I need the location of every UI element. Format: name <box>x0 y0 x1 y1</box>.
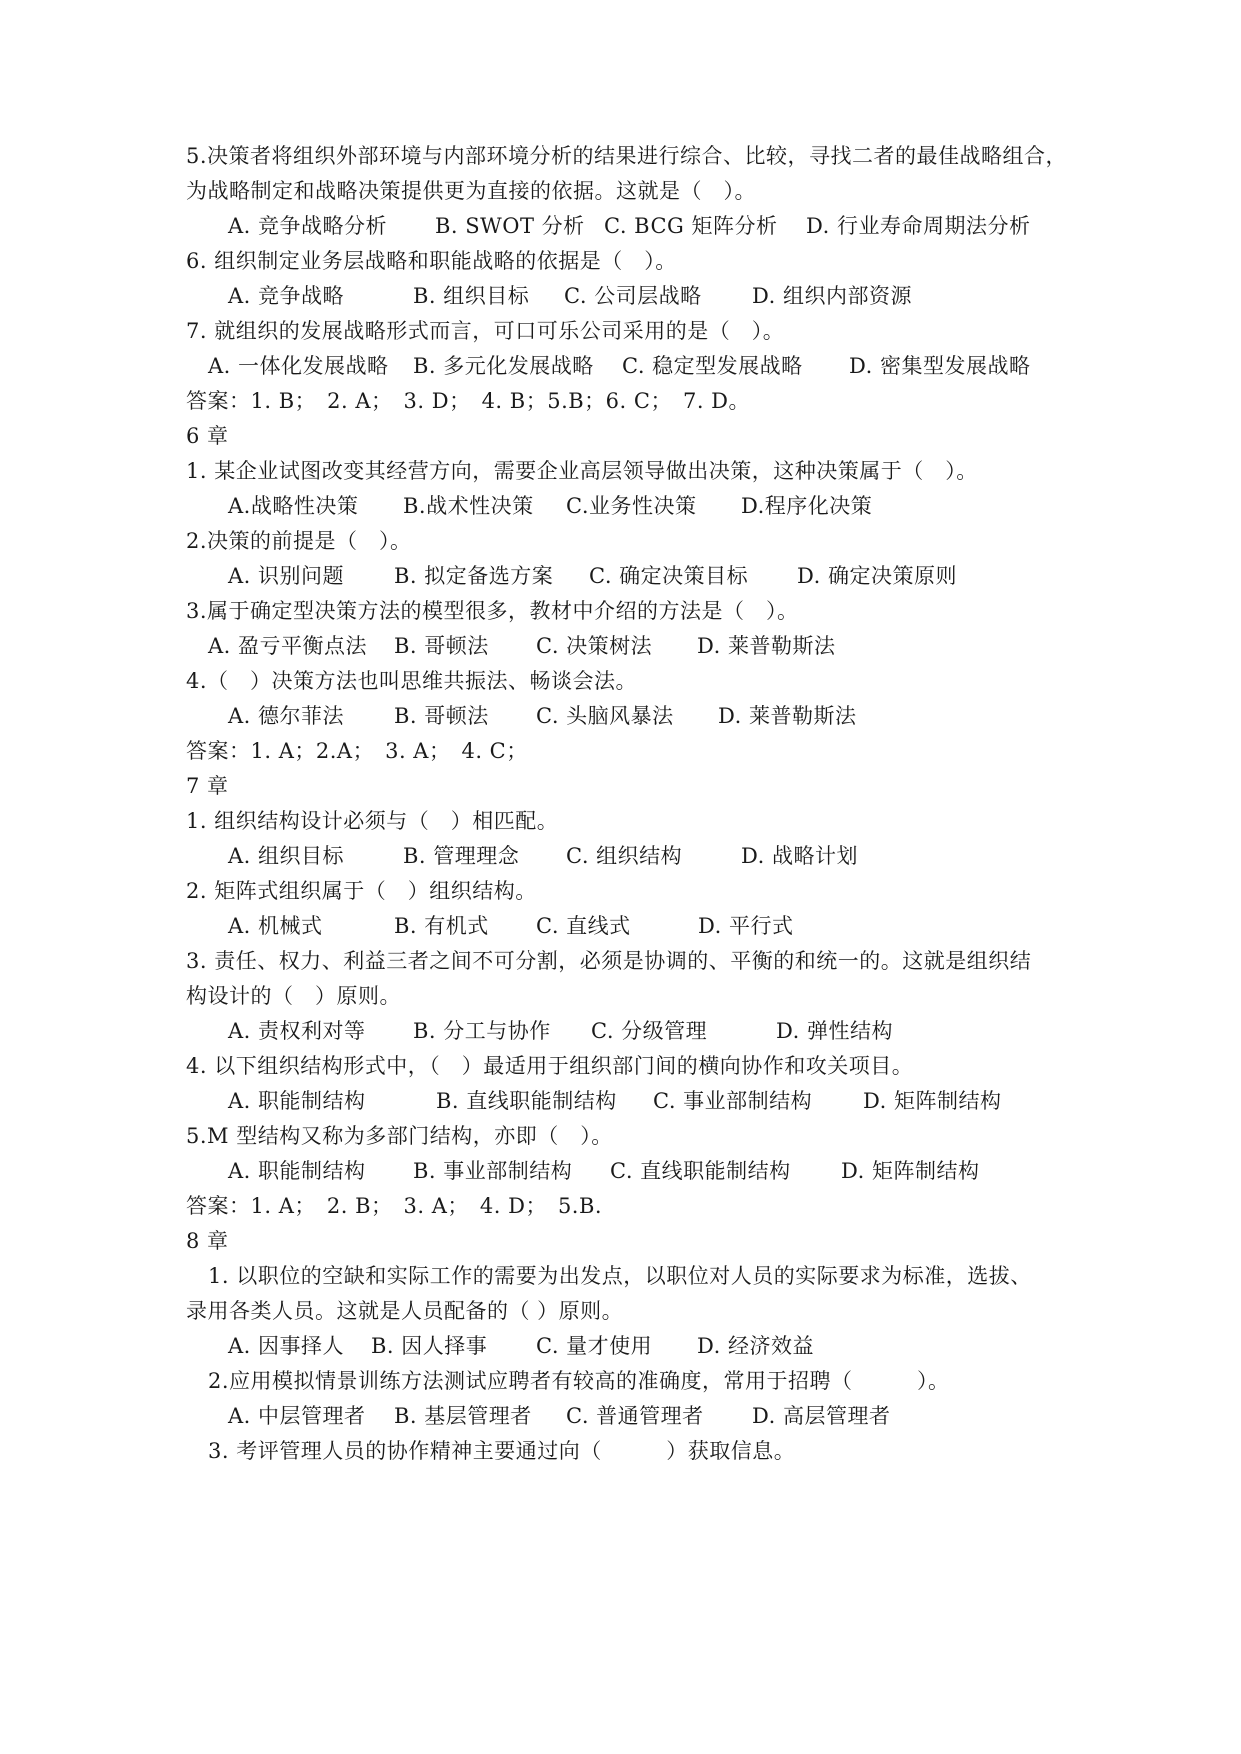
answer-key: 答案：1. B； 2. A； 3. D； 4. B；5.B；6. C； 7. D。 <box>186 389 751 413</box>
option-b: B. 组织目标 <box>413 284 530 308</box>
answer-key: 答案：1. A；2.A； 3. A； 4. C； <box>186 739 528 763</box>
option-a: A.战略性决策 <box>228 494 359 518</box>
option-b: B. 分工与协作 <box>413 1019 551 1043</box>
option-c: C. 确定决策目标 <box>589 564 749 588</box>
question-1-line-1: 1. 以职位的空缺和实际工作的需要为出发点，以职位对人员的实际要求为标准，选拔、 <box>208 1264 1032 1288</box>
option-b: B. 多元化发展战略 <box>413 354 594 378</box>
option-a: A. 竞争战略分析 <box>228 214 388 238</box>
option-b: B. 哥顿法 <box>394 634 489 658</box>
option-d: D. 平行式 <box>698 914 794 938</box>
question-6: 6. 组织制定业务层战略和职能战略的依据是（ ）。 <box>186 249 677 273</box>
option-a: A. 中层管理者 <box>228 1404 366 1428</box>
option-b: B. 拟定备选方案 <box>394 564 554 588</box>
option-d: D. 矩阵制结构 <box>841 1159 980 1183</box>
option-c: C. 分级管理 <box>591 1019 708 1043</box>
option-a: A. 机械式 <box>228 914 323 938</box>
option-d: D. 行业寿命周期法分析 <box>806 214 1031 238</box>
option-a: A. 一体化发展战略 <box>208 354 389 378</box>
option-a: A. 德尔菲法 <box>228 704 345 728</box>
question-3: 3. 考评管理人员的协作精神主要通过向（ ）获取信息。 <box>208 1439 796 1463</box>
chapter-heading: 7 章 <box>186 774 229 798</box>
option-c: C. 决策树法 <box>536 634 653 658</box>
option-c: C. BCG 矩阵分析 <box>604 214 778 238</box>
option-d: D. 密集型发展战略 <box>849 354 1031 378</box>
option-a: A. 识别问题 <box>228 564 345 588</box>
option-d: D. 矩阵制结构 <box>863 1089 1002 1113</box>
option-c: C. 事业部制结构 <box>653 1089 813 1113</box>
option-c: C. 稳定型发展战略 <box>622 354 803 378</box>
option-b: B. 基层管理者 <box>394 1404 532 1428</box>
option-d: D. 莱普勒斯法 <box>697 634 836 658</box>
option-a: A. 组织目标 <box>228 844 345 868</box>
option-c: C. 头脑风暴法 <box>536 704 674 728</box>
question-7: 7. 就组织的发展战略形式而言，可口可乐公司采用的是（ ）。 <box>186 319 785 343</box>
question-1-line-2: 录用各类人员。这就是人员配备的（ ）原则。 <box>186 1299 624 1323</box>
option-c: C. 直线式 <box>536 914 631 938</box>
option-b: B. 有机式 <box>394 914 489 938</box>
question-2: 2. 矩阵式组织属于（ ）组织结构。 <box>186 879 537 903</box>
option-b: B. 哥顿法 <box>394 704 489 728</box>
chapter-heading: 8 章 <box>186 1229 229 1253</box>
question-3-line-1: 3. 责任、权力、利益三者之间不可分割，必须是协调的、平衡的和统一的。这就是组织结 <box>186 949 1032 973</box>
question-5-line-2: 为战略制定和战略决策提供更为直接的依据。这就是（ ）。 <box>186 179 756 203</box>
question-5: 5.M 型结构又称为多部门结构，亦即（ ）。 <box>186 1124 613 1148</box>
question-5-line-1: 5.决策者将组织外部环境与内部环境分析的结果进行综合、比较，寻找二者的最佳战略组合， <box>186 144 1068 168</box>
option-b: B. 因人择事 <box>371 1334 488 1358</box>
option-b: B. 事业部制结构 <box>413 1159 573 1183</box>
question-2: 2.决策的前提是（ ）。 <box>186 529 412 553</box>
option-d: D. 弹性结构 <box>776 1019 893 1043</box>
question-4: 4. 以下组织结构形式中，（ ）最适用于组织部门间的横向协作和攻关项目。 <box>186 1054 914 1078</box>
option-d: D. 莱普勒斯法 <box>718 704 857 728</box>
option-a: A. 职能制结构 <box>228 1089 366 1113</box>
question-1: 1. 某企业试图改变其经营方向，需要企业高层领导做出决策，这种决策属于（ ）。 <box>186 459 978 483</box>
question-3: 3.属于确定型决策方法的模型很多，教材中介绍的方法是（ ）。 <box>186 599 799 623</box>
option-b: B. SWOT 分析 <box>435 214 585 238</box>
chapter-heading: 6 章 <box>186 424 229 448</box>
question-4: 4.（ ）决策方法也叫思维共振法、畅谈会法。 <box>186 669 638 693</box>
option-d: D. 确定决策原则 <box>797 564 957 588</box>
option-d: D. 经济效益 <box>697 1334 814 1358</box>
option-c: C. 直线职能制结构 <box>610 1159 791 1183</box>
option-c: C. 量才使用 <box>536 1334 653 1358</box>
question-3-line-2: 构设计的（ ）原则。 <box>186 984 401 1008</box>
option-c: C. 普通管理者 <box>566 1404 704 1428</box>
option-c: C. 组织结构 <box>566 844 683 868</box>
option-d: D. 战略计划 <box>741 844 858 868</box>
option-d: D. 高层管理者 <box>752 1404 891 1428</box>
question-1: 1. 组织结构设计必须与（ ）相匹配。 <box>186 809 559 833</box>
option-b: B.战术性决策 <box>403 494 534 518</box>
option-d: D.程序化决策 <box>741 494 873 518</box>
option-a: A. 因事择人 <box>228 1334 345 1358</box>
option-a: A. 职能制结构 <box>228 1159 366 1183</box>
option-c: C. 公司层战略 <box>564 284 702 308</box>
answer-key: 答案：1. A； 2. B； 3. A； 4. D； 5.B. <box>186 1194 603 1218</box>
option-a: A. 竞争战略 <box>228 284 345 308</box>
option-b: B. 管理理念 <box>403 844 520 868</box>
option-b: B. 直线职能制结构 <box>436 1089 617 1113</box>
option-a: A. 盈亏平衡点法 <box>208 634 368 658</box>
option-a: A. 责权利对等 <box>228 1019 366 1043</box>
option-d: D. 组织内部资源 <box>752 284 912 308</box>
question-2: 2.应用模拟情景训练方法测试应聘者有较高的准确度，常用于招聘（ ）。 <box>208 1369 950 1393</box>
option-c: C.业务性决策 <box>566 494 697 518</box>
